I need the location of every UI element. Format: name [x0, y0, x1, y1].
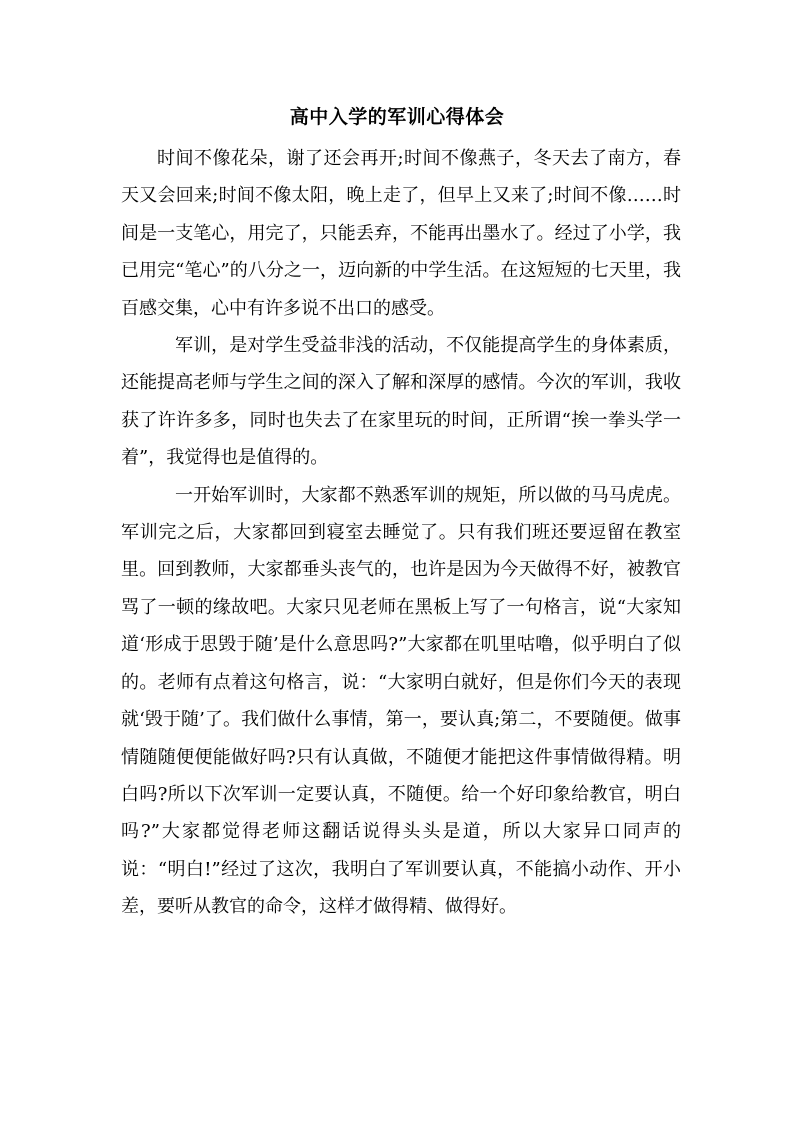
document-body	[121, 140, 681, 926]
paragraph-1: 时间不像花朵，谢了还会再开;时间不像燕子，冬天去了南方，春天又会回来;时间不像太阳，晚上走了，但早上又来了;时间不像……时间是一支笔心，用完了，只能丢弃，不能再出墨水了。经过了小学，我已用完“笔心”的八分之一，迈向新的中学生活。在这短短的七天里，我百感交集，心中有许多说不出口的感受。	[121, 148, 681, 319]
document-title: 高中入学的军训心得体会	[289, 106, 505, 128]
paragraph-3: 一开始军训时，大家都不熟悉军训的规矩，所以做的马马虎虎。军训完之后，大家都回到寝室去睡觉了。只有我们班还要逗留在教室里。回到教师，大家都垂头丧气的，也许是因为今天做得不好，被教官骂了一顿的缘故吧。大家只见老师在黑板上写了一句格言，说“大家知道‘形成于思毁于随’是什么意思吗?”大家都在叽里咕噜，似乎明白了似的。老师有点着这句格言，说：“大家明白就好，但是你们今天的表现就‘毁于随’了。我们做什么事情，第一，要认真;第二，不要随便。做事情随随便便能做好吗?只有认真做，不随便才能把这件事情做得精。明白吗?所以下次军训一定要认真，不随便。给一个好印象给教官，明白吗?”大家都觉得老师这翻话说得头头是道，所以大家异口同声的说：“明白!”经过了这次，我明白了军训要认真，不能搞小动作、开小差，要听从教官的命令，这样才做得精、做得好。	[121, 484, 681, 918]
paragraph-2: 军训，是对学生受益非浅的活动，不仅能提高学生的身体素质，还能提高老师与学生之间的深入了解和深厚的感情。今次的军训，我收获了许许多多，同时也失去了在家里玩的时间，正所谓“挨一拳头学一着”，我觉得也是值得的。	[121, 335, 681, 469]
